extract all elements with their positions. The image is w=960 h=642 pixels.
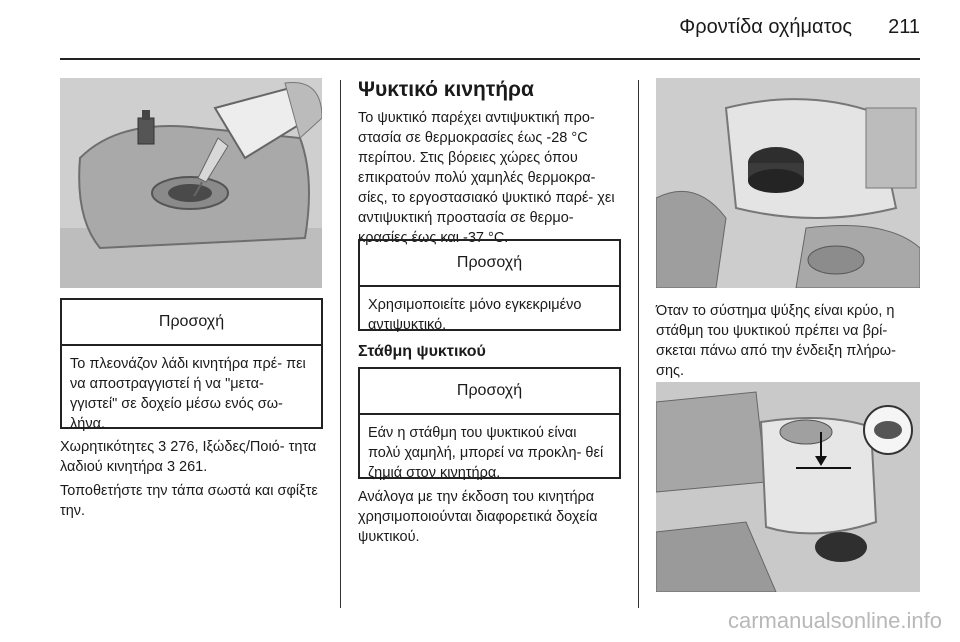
coolant-level-instruction-text: Όταν το σύστημα ψύξης είναι κρύο, η στάθμη του ψυκτικού πρέπει να βρί- σκεται πάνω από την ένδειξη πλήρω- σης. [656,303,896,379]
cap-instruction-text: Τοποθετήστε την τάπα σωστά και σφίξτε την. [60,483,318,519]
antifreeze-warning-text: Χρησιμοποιείτε μόνο εγκεκριμένο αντιψυκτικό. [368,297,582,333]
engine-oil-figure [60,78,322,288]
header-title: Φροντίδα οχήματος [679,16,852,38]
page-number: 211 [888,16,920,38]
antifreeze-warning-title: Προσοχή [360,241,619,287]
column-divider-left [340,80,341,608]
coolant-reservoir-figure [656,78,920,288]
coolant-level-warning-box [358,367,621,479]
oil-warning-box [60,298,323,432]
coolant-level-figure [656,382,920,592]
coolant-level-subheading: Στάθμη ψυκτικού [358,343,486,360]
oil-warning-title: Προσοχή [62,300,321,346]
capacity-text: Χωρητικότητες 3 276, Ιξώδες/Ποιό- τητα λαδιού κινητήρα 3 261. [60,439,317,475]
watermark: carmanualsonline.info [727,608,942,633]
coolant-level-warning-text: Εάν η στάθμη του ψυκτικού είναι πολύ χαμηλή, μπορεί να προκλη- θεί ζημιά στον κινητήρα. [368,425,604,481]
antifreeze-warning-box [358,239,621,331]
coolant-intro-text: Το ψυκτικό παρέχει αντιψυκτική προ- στασία σε θερμοκρασίες έως -28 °C περίπου. Στις βόρειες χώρες όπου επικρατούν πολύ χαμηλές θερμοκρα- σίες, το εργοστασιακό ψυκτικό παρέ- χει αντιψυκτική προστασία σε θερμο- κρασίες έως και -37 °C. [358,110,615,246]
coolant-level-warning-title: Προσοχή [360,369,619,415]
header-rule [60,58,920,60]
reservoir-variants-text: Ανάλογα με την έκδοση του κινητήρα χρησιμοποιούνται διαφορετικά δοχεία ψυκτικού. [358,489,598,545]
coolant-heading: Ψυκτικό κινητήρα [358,78,534,101]
oil-warning-text: Το πλεονάζον λάδι κινητήρα πρέ- πει να αποστραγγιστεί ή να "μετα- γγιστεί" σε δοχείο μέσω ενός σω- λήνα. [70,356,306,432]
column-divider-right [638,80,639,608]
